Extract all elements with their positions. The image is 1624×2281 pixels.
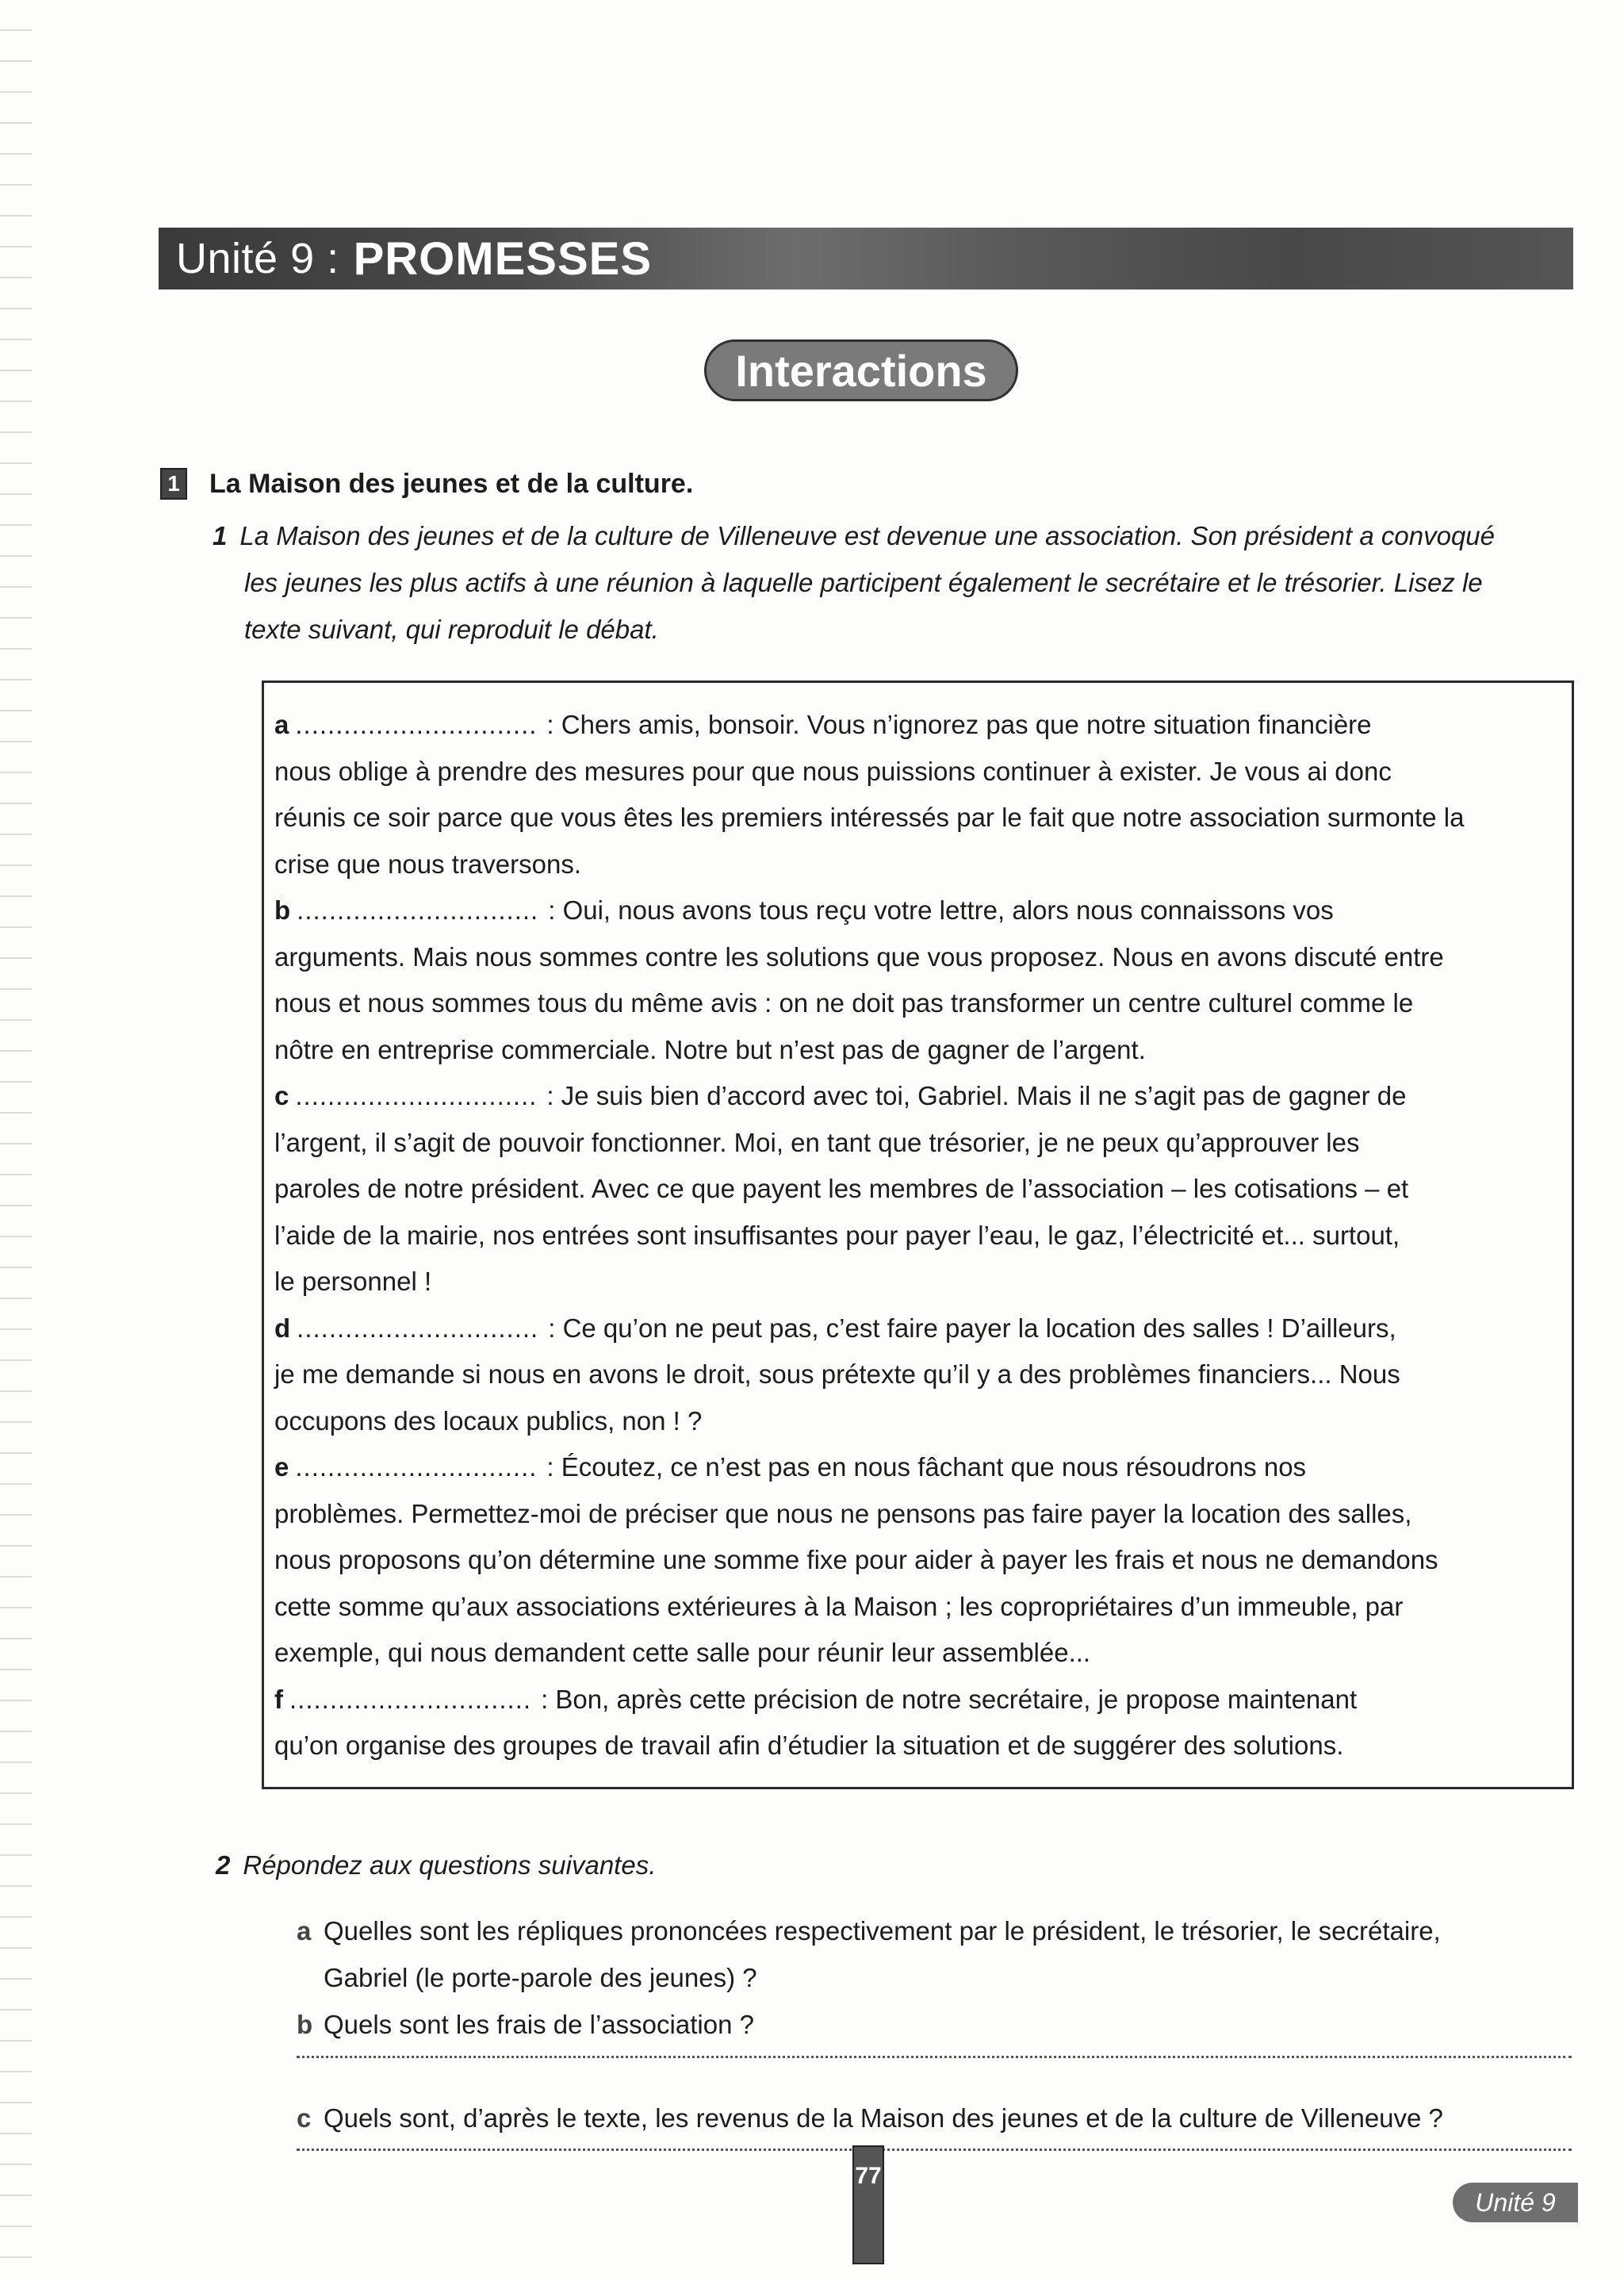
dialogue-line: : Je suis bien d’accord avec toi, Gabriel. Mais il ne s’agit pas de gagner de	[546, 1081, 1407, 1110]
dialogue-line: cette somme qu’aux associations extérieures à la Maison ; les copropriétaires d’un immeuble, par	[274, 1591, 1404, 1621]
instruction-1	[213, 512, 1495, 653]
dialogue-line: nôtre en entreprise commerciale. Notre but n’est pas de gagner de l’argent.	[274, 1034, 1146, 1064]
instruction-1-line: texte suivant, qui reproduit le débat.	[244, 615, 659, 644]
unit-label: Unité 9 :	[176, 235, 339, 282]
question-letter: b	[297, 2010, 313, 2039]
dialogue-line: crise que nous traversons.	[274, 849, 582, 879]
turn-letter: e	[274, 1452, 289, 1482]
dialogue-line: : Oui, nous avons tous reçu votre lettre, alors nous connaissons vos	[548, 895, 1334, 925]
dialogue-line: réunis ce soir parce que vous êtes les premiers intéressés par le fait que notre association surmonte la	[274, 803, 1465, 832]
dialogue-line: l’aide de la mairie, nos entrées sont insuffisantes pour payer l’eau, le gaz, l’électricité et... surtout,	[274, 1220, 1400, 1250]
answer-line-b[interactable]	[297, 2054, 1572, 2058]
turn-letter: c	[274, 1081, 289, 1110]
turn-letter: d	[274, 1313, 291, 1343]
speaker-blank: ..............................	[295, 710, 538, 739]
turn-letter: b	[274, 895, 291, 925]
question-line: Quels sont, d’après le texte, les revenus de la Maison des jeunes et de la culture de Villeneuve ?	[324, 2103, 1443, 2133]
dialogue-line: : Écoutez, ce n’est pas en nous fâchant que nous résoudrons nos	[546, 1452, 1307, 1482]
instruction-2-text: Répondez aux questions suivantes.	[243, 1850, 657, 1880]
turn-letter: a	[274, 710, 289, 739]
dialogue-line: nous et nous sommes tous du même avis : on ne doit pas transformer un centre culturel comme le	[274, 988, 1414, 1018]
dialogue-line: le personnel !	[274, 1267, 432, 1296]
speaker-blank: ..............................	[297, 895, 539, 925]
instruction-1-line: les jeunes les plus actifs à une réunion à laquelle participent également le secrétaire et le trésorier. Lisez le	[244, 568, 1483, 597]
dialogue-line: : Bon, après cette précision de notre secrétaire, je propose maintenant	[541, 1684, 1358, 1714]
dialogue-line: : Chers amis, bonsoir. Vous n’ignorez pas que notre situation financière	[546, 710, 1372, 739]
question-line: Quels sont les frais de l’association ?	[324, 2010, 754, 2039]
question-letter: c	[297, 2103, 312, 2133]
instruction-1-number: 1	[213, 521, 228, 550]
exercise-number-badge: 1	[160, 468, 187, 500]
section-pill: Interactions	[704, 339, 1018, 401]
question-letter: a	[297, 1916, 312, 1946]
dialogue-line: problèmes. Permettez-moi de préciser que nous ne pensons pas faire payer la location des salles,	[274, 1498, 1412, 1528]
speaker-blank: ..............................	[289, 1684, 532, 1714]
question-line: Quelles sont les répliques prononcées respectivement par le président, le trésorier, le secrétaire,	[324, 1916, 1441, 1946]
dialogue-line: paroles de notre président. Avec ce que payent les membres de l’association – les cotisations – et	[274, 1174, 1409, 1203]
dialogue-line: : Ce qu’on ne peut pas, c’est faire payer la location des salles ! D’ailleurs,	[548, 1313, 1396, 1343]
unit-theme: PROMESSES	[353, 232, 653, 285]
dialogue-line: occupons des locaux publics, non ! ?	[274, 1405, 703, 1436]
dialogue-text	[274, 702, 1559, 1769]
dialogue-line: nous oblige à prendre des mesures pour que nous puissions continuer à exister. Je vous ai donc	[274, 756, 1392, 786]
scan-edge-marks	[0, 0, 32, 2281]
page-number: 77	[852, 2145, 884, 2264]
question-line: Gabriel (le porte-parole des jeunes) ?	[324, 1963, 757, 1992]
turn-letter: f	[274, 1684, 283, 1714]
instruction-1-line: La Maison des jeunes et de la culture de Villeneuve est devenue une association. Son président a convoqué	[239, 521, 1496, 550]
speaker-blank: ..............................	[295, 1081, 538, 1110]
dialogue-line: l’argent, il s’agit de pouvoir fonctionner. Moi, en tant que trésorier, je ne peux qu’approuver les	[274, 1127, 1360, 1157]
dialogue-line: exemple, qui nous demandent cette salle pour réunir leur assemblée...	[274, 1638, 1091, 1667]
unit-banner	[159, 228, 1573, 289]
speaker-blank: ..............................	[295, 1452, 538, 1482]
questions-list	[297, 1907, 1443, 2141]
dialogue-line: arguments. Mais nous sommes contre les solutions que vous proposez. Nous en avons discuté entre	[274, 941, 1444, 972]
instruction-2	[216, 1842, 656, 1888]
exercise-title: La Maison des jeunes et de la culture.	[209, 469, 694, 499]
unit-tab: Unité 9	[1453, 2183, 1578, 2222]
answer-line-c[interactable]	[297, 2147, 1572, 2151]
dialogue-line: qu’on organise des groupes de travail afin d’étudier la situation et de suggérer des solutions.	[274, 1731, 1344, 1760]
dialogue-line: je me demande si nous en avons le droit, sous prétexte qu’il y a des problèmes financiers... Nous	[274, 1359, 1400, 1389]
instruction-2-number: 2	[216, 1850, 231, 1880]
dialogue-line: nous proposons qu’on détermine une somme fixe pour aider à payer les frais et nous ne demandons	[274, 1545, 1438, 1574]
speaker-blank: ..............................	[297, 1313, 539, 1343]
